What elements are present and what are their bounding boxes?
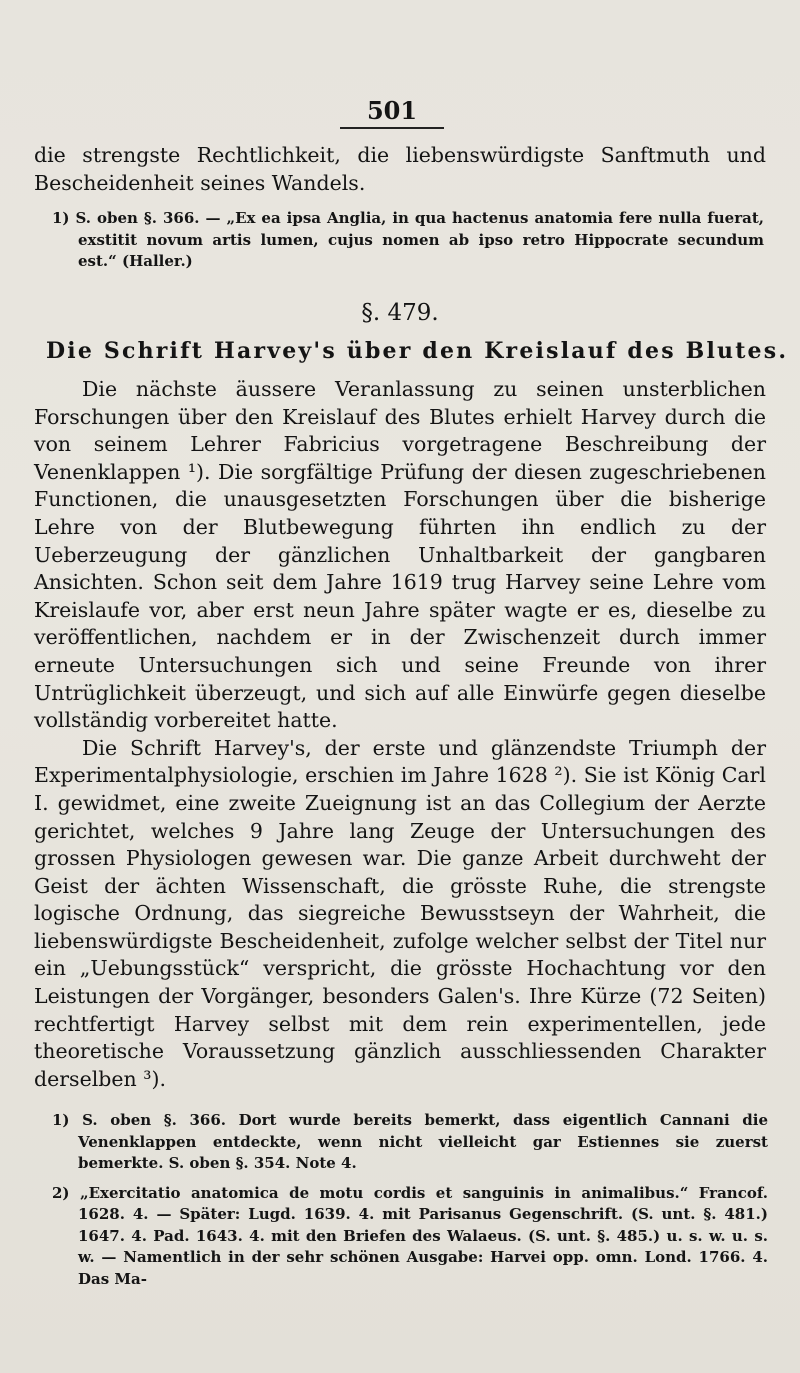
footnotes bbox=[34, 1110, 768, 1290]
intro-block bbox=[34, 142, 766, 197]
footnote-2: 2) „Exercitatio anatomica de motu cordis et sanguinis in animalibus.“ Francof. 1628. 4. — Später: Lugd. 1639. 4. mit Parisanus Gegenschrift. (S. unt. §. 481.) 1647. 4. Pad. 1643. 4. mit den Briefen des Walaeus. (S. unt. §. 485.) u. s. w. u. s. w. — Namentlich in der sehr schönen Ausgabe: Harvei opp. omn. Lond. 1766. 4. Das Ma- bbox=[52, 1183, 768, 1288]
paragraph-1: Die nächste äussere Veranlassung zu seinen unsterblichen Forschungen über den Kreislauf des Blutes erhielt Harvey durch die von seinem Lehrer Fabricius vorgetragene Beschreibung der Venenklappen ¹). Die sorgfältige Prüfung der diesen zugeschriebenen Functionen, die unausgesetzten Forschungen über die bisherige Lehre von der Blutbewegung führten ihn endlich zu der Ueberzeugung der gänzlichen Unhaltbarkeit der gangbaren Ansichten. Schon seit dem Jahre 1619 trug Harvey seine Lehre vom Kreislaufe vor, aber erst neun Jahre später wagte er es, dieselbe zu veröffentlichen, nachdem er in der Zwischenzeit durch immer erneute Untersuchungen sich und seine Freunde von ihrer Untrüglichkeit überzeugt, und sich auf alle Einwürfe gegen dieselbe vollständig vorbereitet hatte. bbox=[34, 377, 766, 733]
footnote-1: 1) S. oben §. 366. Dort wurde bereits bemerkt, dass eigentlich Cannani die Venenklappen entdeckte, wenn nicht vielleicht gar Estiennes sie zuerst bemerkte. S. oben §. 354. Note 4. bbox=[52, 1111, 768, 1172]
section-number: §. 479. bbox=[361, 300, 439, 326]
body-text bbox=[34, 376, 766, 1093]
section-title: Die Schrift Harvey's über den Kreislauf des Blutes. bbox=[46, 338, 789, 364]
footnote-top-block bbox=[34, 208, 764, 273]
intro-text: die strengste Rechtlichkeit, die liebenswürdigste Sanftmuth und Bescheidenheit seines Wandels. bbox=[34, 143, 766, 195]
page-number: 501 bbox=[340, 96, 444, 129]
footnote-top: 1) S. oben §. 366. — „Ex ea ipsa Anglia, in qua hactenus anatomia fere nulla fuerat, exstitit novum artis lumen, cujus nomen ab ipso retro Hippocrate secundum est.“ (Haller.) bbox=[52, 209, 764, 270]
paragraph-2: Die Schrift Harvey's, der erste und glänzendste Triumph der Experimentalphysiologie, erschien im Jahre 1628 ²). Sie ist König Carl I. gewidmet, eine zweite Zueignung ist an das Collegium der Aerzte gerichtet, welches 9 Jahre lang Zeuge der Untersuchungen des grossen Physiologen gewesen war. Die ganze Arbeit durchweht der Geist der ächten Wissenschaft, die grösste Ruhe, die strengste logische Ordnung, das siegreiche Bewusstseyn der Wahrheit, die liebenswürdigste Bescheidenheit, zufolge welcher selbst der Titel nur ein „Uebungsstück“ verspricht, die grösste Hochachtung vor den Leistungen der Vorgänger, besonders Galen's. Ihre Kürze (72 Seiten) rechtfertigt Harvey selbst mit dem rein experimentellen, jede theoretische Voraussetzung gänzlich ausschliessenden Charakter derselben ³). bbox=[34, 735, 766, 1091]
